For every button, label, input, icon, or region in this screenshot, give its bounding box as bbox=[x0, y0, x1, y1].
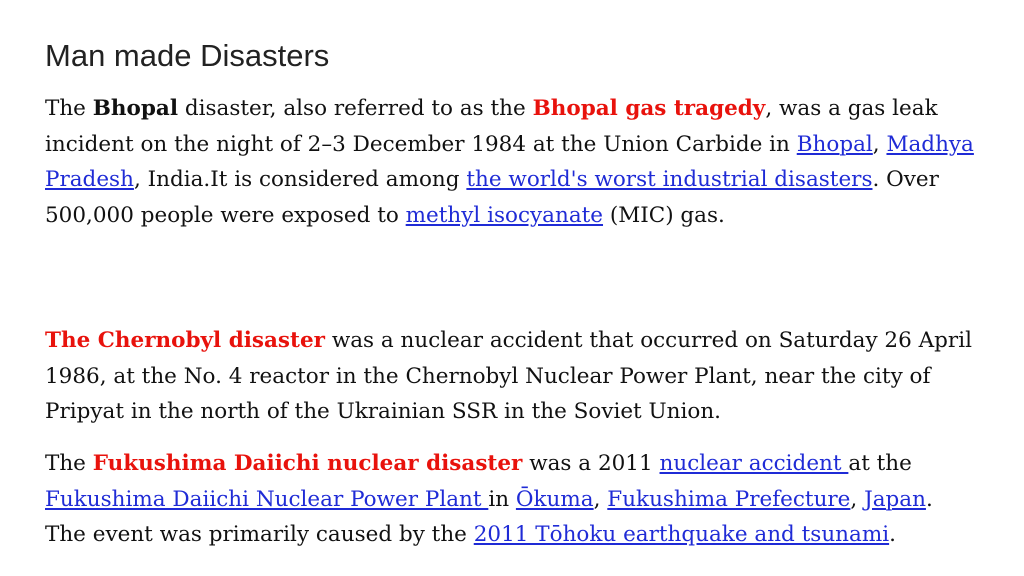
chernobyl-paragraph bbox=[45, 323, 980, 430]
bhopal-paragraph bbox=[45, 91, 980, 233]
worlds-worst-industrial-disasters-link[interactable]: the world's worst industrial disasters bbox=[466, 167, 873, 192]
text: , bbox=[593, 486, 608, 512]
text: , India.It is considered among bbox=[133, 167, 467, 192]
chernobyl-disaster-highlight: The Chernobyl disaster bbox=[45, 328, 325, 353]
text: at the bbox=[848, 451, 912, 476]
text: was a 2011 bbox=[522, 451, 660, 476]
text: The bbox=[45, 96, 93, 121]
tohoku-earthquake-link[interactable]: 2011 Tōhoku earthquake and tsunami bbox=[473, 522, 890, 547]
text: . Over 500,000 people were exposed to bbox=[45, 167, 939, 228]
text: , bbox=[850, 486, 865, 512]
text: , was a gas leak incident on the night of 2–3 December 1984 at the Union Carbide in bbox=[45, 96, 938, 157]
text: was a nuclear accident that occurred on Saturday 26 April 1986, at the No. 4 reactor in the Chernobyl Nuclear Power Plant, near the city of Pripyat in the north of the Ukrainian SSR in the Soviet Union. bbox=[45, 328, 972, 424]
text: . The event was primarily caused by the bbox=[45, 486, 933, 547]
bhopal-gas-tragedy-highlight: Bhopal gas tragedy bbox=[532, 96, 766, 121]
bhopal-link[interactable]: Bhopal bbox=[796, 131, 873, 157]
fukushima-prefecture-link[interactable]: Fukushima Prefecture bbox=[607, 486, 851, 512]
fukushima-paragraph bbox=[45, 446, 980, 553]
bhopal-bold-text: Bhopal bbox=[92, 96, 179, 121]
text: The bbox=[45, 451, 93, 476]
text: (MIC) gas. bbox=[603, 202, 725, 228]
page-title: Man made Disasters bbox=[45, 38, 330, 73]
okuma-link[interactable]: Ōkuma bbox=[515, 486, 594, 512]
madhya-pradesh-link[interactable]: Madhya Pradesh bbox=[45, 131, 974, 192]
text: in bbox=[488, 486, 516, 512]
text: . bbox=[889, 522, 896, 547]
text: , bbox=[872, 131, 887, 157]
text: disaster, also referred to as the bbox=[178, 96, 533, 121]
japan-link[interactable]: Japan bbox=[864, 486, 926, 512]
fukushima-disaster-highlight: Fukushima Daiichi nuclear disaster bbox=[92, 451, 523, 476]
fukushima-daiichi-plant-link[interactable]: Fukushima Daiichi Nuclear Power Plant bbox=[45, 486, 489, 512]
methyl-isocyanate-link[interactable]: methyl isocyanate bbox=[405, 202, 604, 228]
nuclear-accident-link[interactable]: nuclear accident bbox=[659, 451, 849, 476]
